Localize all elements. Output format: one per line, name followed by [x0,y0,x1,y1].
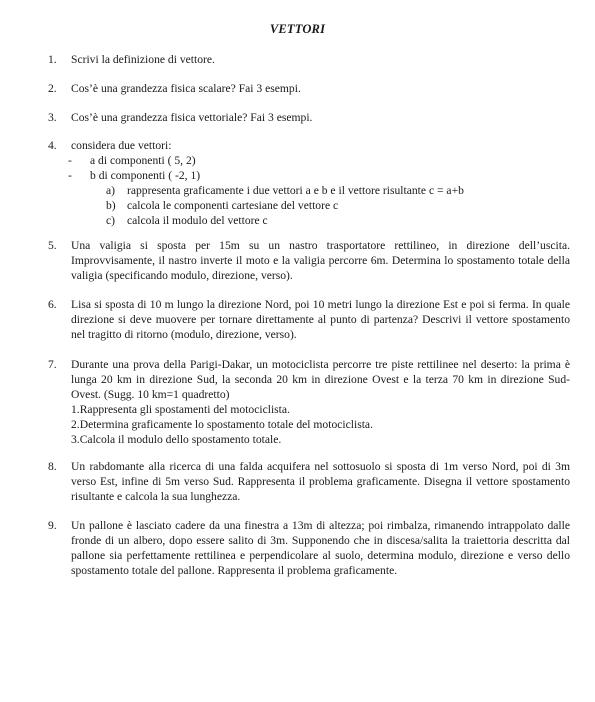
exercise-text: Durante una prova della Parigi-Dakar, un motociclista percorre tre piste rettilinee nel deserto: la prima è lunga 20 km in direzione Sud, la seconda 20 km in direzione Ovest e la terza 70 km in direzione Sud-Ovest. (Sugg. 10 km=1 quadretto) [71,358,570,401]
task-text: rappresenta graficamente i due vettori a e b e il vettore risultante c = a+b [127,184,464,197]
task-item [48,213,570,228]
exercise-number: 4. [48,139,57,152]
exercise-9 [48,518,570,578]
exercise-number: 3. [48,111,57,124]
exercise-1 [48,52,570,67]
bullet-dash: - [68,154,72,167]
step-line: 3.Calcola il modulo dello spostamento totale. [71,433,282,446]
step-line: 2.Determina graficamente lo spostamento totale del motociclista. [71,418,373,431]
task-item [48,183,570,198]
exercise-4 [48,138,570,228]
exercise-number: 1. [48,53,57,66]
exercise-number: 2. [48,82,57,95]
task-label: b) [106,199,116,212]
exercise-text: Una valigia si sposta per 15m su un nastro trasportatore rettilineo, in direzione dell’uscita. Improvvisamente, il nastro inverte il moto e la valigia percorre 6m. Determina lo spostamento totale della valigia (specificando modulo, direzione, verso). [71,239,570,282]
exercise-2 [48,81,570,96]
exercise-6 [48,297,570,342]
exercise-3 [48,110,570,125]
exercise-text: Lisa si sposta di 10 m lungo la direzione Nord, poi 10 metri lungo la direzione Est e poi si ferma. In quale direzione si deve muovere per tornare direttamente al punto di partenza? Descrivi il vettore spostamento nel tragitto di ritorno (modulo, direzione, verso). [71,298,570,341]
vector-text: a di componenti ( 5, 2) [90,154,196,167]
task-text: calcola le componenti cartesiane del vettore c [127,199,339,212]
task-label: c) [106,214,116,227]
document-title: VETTORI [269,22,326,36]
task-item [48,198,570,213]
exercise-number: 7. [48,358,57,371]
exercise-number: 9. [48,519,57,532]
exercise-text: Cos’è una grandezza fisica vettoriale? Fai 3 esempi. [71,111,313,124]
task-text: calcola il modulo del vettore c [127,214,268,227]
exercise-number: 5. [48,239,57,252]
exercise-text: Cos’è una grandezza fisica scalare? Fai 3 esempi. [71,82,301,95]
vector-item [48,153,570,168]
exercise-number: 8. [48,460,57,473]
exercise-text: Un rabdomante alla ricerca di una falda acquifera nel sottosuolo si sposta di 1m verso Nord, poi di 3m verso Est, infine di 5m verso Sud. Rappresenta il problema graficamente. Disegna il vettore spostamento risultante e calcola la sua lunghezza. [71,460,570,503]
task-label: a) [106,184,116,197]
exercise-7 [48,357,570,447]
exercise-text: considera due vettori: [71,139,172,152]
exercise-number: 6. [48,298,57,311]
exercise-text: Un pallone è lasciato cadere da una finestra a 13m di altezza; poi rimbalza, rimanendo intrappolato dalle fronde di un albero, dopo essere salito di 3m. Supponendo che in discesa/salita la traiettoria descritta dal pallone sia perfettamente rettilinea e perpendicolare al suolo, determina modulo, direzione e verso dello spostamento totale del pallone. Rappresenta il problema graficamente. [71,519,570,577]
exercise-text: Scrivi la definizione di vettore. [71,53,215,66]
exercise-8 [48,459,570,504]
vector-item [48,168,570,183]
bullet-dash: - [68,169,72,182]
exercise-5 [48,238,570,283]
step-line: 1.Rappresenta gli spostamenti del motociclista. [71,403,290,416]
vector-text: b di componenti ( -2, 1) [90,169,201,182]
